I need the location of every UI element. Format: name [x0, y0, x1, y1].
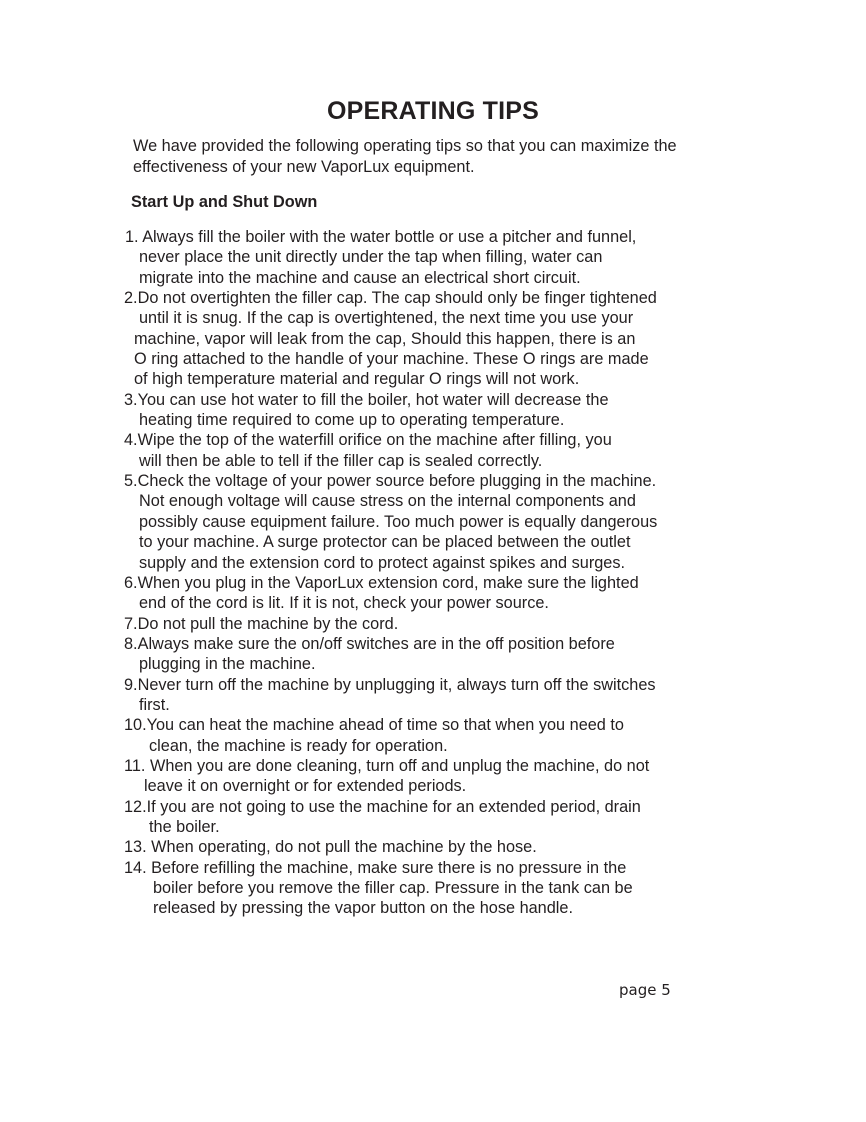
- tip-line: 14. Before refilling the machine, make sure there is no pressure in the: [124, 858, 627, 877]
- tip-item: [124, 756, 657, 797]
- tip-line: will then be able to tell if the filler cap is sealed correctly.: [139, 451, 543, 470]
- tip-line: end of the cord is lit. If it is not, check your power source.: [139, 594, 549, 613]
- tip-line: O ring attached to the handle of your machine. These O rings are made: [134, 350, 649, 369]
- tip-line: boiler before you remove the filler cap. Pressure in the tank can be: [153, 879, 633, 897]
- tip-line: first.: [139, 695, 170, 714]
- tip-item: [124, 837, 657, 857]
- page-number: page 5: [619, 981, 671, 999]
- tip-line: 8.Always make sure the on/off switches are in the off position before: [124, 634, 615, 653]
- tip-item: [124, 797, 657, 838]
- intro-line: We have provided the following operating tips so that you can maximize the: [133, 137, 677, 155]
- tip-line: Not enough voltage will cause stress on the internal components and: [139, 492, 636, 511]
- section-heading: Start Up and Shut Down: [131, 193, 318, 211]
- tip-line: to your machine. A surge protector can be placed between the outlet: [139, 533, 631, 552]
- tip-line: 10.You can heat the machine ahead of time so that when you need to: [124, 716, 624, 735]
- tip-line: never place the unit directly under the tap when filling, water can: [139, 248, 603, 267]
- tip-line: possibly cause equipment failure. Too much power is equally dangerous: [139, 512, 658, 531]
- page-title: OPERATING TIPS: [326, 97, 540, 125]
- tip-item: [124, 675, 657, 716]
- tip-line: migrate into the machine and cause an electrical short circuit.: [139, 268, 581, 287]
- tip-item: [124, 288, 657, 390]
- tip-item: [124, 573, 657, 614]
- tip-line: until it is snug. If the cap is overtightened, the next time you use your: [139, 309, 634, 328]
- tip-line: 6.When you plug in the VaporLux extension cord, make sure the lighted: [124, 573, 639, 592]
- tip-line: of high temperature material and regular O rings will not work.: [134, 370, 580, 389]
- tip-line: heating time required to come up to operating temperature.: [139, 411, 565, 430]
- tip-line: 1. Always fill the boiler with the water bottle or use a pitcher and funnel,: [125, 228, 637, 246]
- tip-line: plugging in the machine.: [139, 655, 316, 674]
- tip-item: [124, 715, 657, 756]
- tip-item: [124, 858, 657, 919]
- tip-line: 11. When you are done cleaning, turn off and unplug the machine, do not: [124, 756, 650, 775]
- tip-line: 12.If you are not going to use the machine for an extended period, drain: [124, 797, 641, 816]
- tip-line: supply and the extension cord to protect against spikes and surges.: [139, 553, 626, 572]
- intro-paragraph: [133, 136, 773, 177]
- tip-line: 13. When operating, do not pull the machine by the hose.: [124, 838, 537, 857]
- tip-item: [124, 390, 657, 431]
- tip-line: released by pressing the vapor button on the hose handle.: [153, 899, 573, 918]
- tips-list: [124, 227, 657, 919]
- tip-item: [124, 634, 657, 675]
- intro-line: effectiveness of your new VaporLux equipment.: [133, 157, 475, 176]
- tip-item: [124, 227, 657, 288]
- tip-line: 9.Never turn off the machine by unplugging it, always turn off the switches: [124, 675, 656, 694]
- tip-line: 7.Do not pull the machine by the cord.: [124, 614, 399, 633]
- tip-line: clean, the machine is ready for operation.: [149, 736, 448, 755]
- tip-line: 3.You can use hot water to fill the boiler, hot water will decrease the: [124, 390, 609, 409]
- tip-line: 5.Check the voltage of your power source before plugging in the machine.: [124, 472, 657, 491]
- tip-line: 2.Do not overtighten the filler cap. The cap should only be finger tightened: [124, 289, 657, 308]
- tip-item: [124, 471, 657, 573]
- tip-line: 4.Wipe the top of the waterfill orifice on the machine after filling, you: [124, 431, 612, 450]
- tip-line: the boiler.: [149, 817, 220, 836]
- tip-line: machine, vapor will leak from the cap, Should this happen, there is an: [134, 329, 636, 348]
- tip-line: leave it on overnight or for extended periods.: [144, 777, 467, 796]
- tip-item: [124, 430, 657, 471]
- tip-item: [124, 614, 657, 634]
